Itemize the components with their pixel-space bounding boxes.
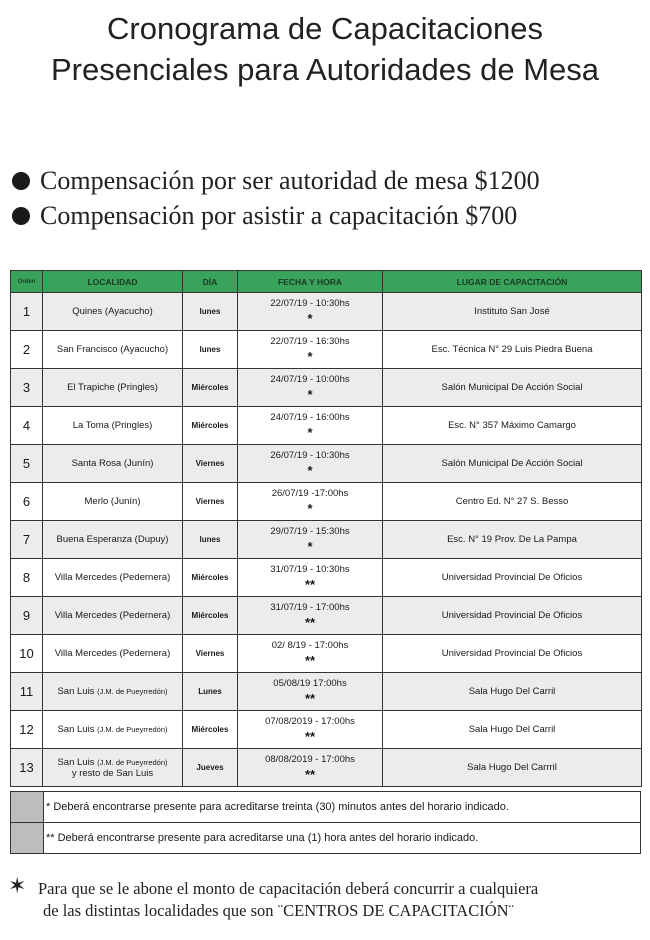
orden-cell: 1 xyxy=(11,293,43,331)
table-row xyxy=(11,749,642,787)
orden-cell: 9 xyxy=(11,597,43,635)
lugar-cell: Esc. Técnica N° 29 Luis Piedra Buena xyxy=(383,331,642,369)
asterisk-mark: ** xyxy=(304,729,316,744)
table-row xyxy=(11,559,642,597)
dia-cell: Miércoles xyxy=(183,597,238,635)
asterisk-mark: * xyxy=(307,311,313,326)
lugar-cell: Salón Municipal De Acción Social xyxy=(383,445,642,483)
localidad-cell xyxy=(43,559,183,597)
fecha-cell xyxy=(238,483,383,521)
fecha-cell xyxy=(238,597,383,635)
localidad-cell xyxy=(43,331,183,369)
fecha-hora: 24/07/19 - 16:00hs xyxy=(270,412,350,423)
fecha-hora: 05/08/19 17:00hs xyxy=(273,678,347,689)
fecha-cell xyxy=(238,635,383,673)
fecha-cell xyxy=(238,711,383,749)
dia-cell: Lunes xyxy=(183,673,238,711)
localidad-name: La Toma (Pringles) xyxy=(72,420,153,431)
table-row xyxy=(11,483,642,521)
asterisk-mark: * xyxy=(307,425,313,440)
fecha-hora: 02/ 8/19 - 17:00hs xyxy=(271,640,349,651)
compensation-text: Compensación por asistir a capacitación $700 xyxy=(40,201,518,230)
header-orden: Orden xyxy=(11,271,43,293)
fecha-hora: 24/07/19 - 10:00hs xyxy=(270,374,350,385)
note-row xyxy=(11,823,641,854)
table-row xyxy=(11,635,642,673)
dia-cell: Jueves xyxy=(183,749,238,787)
dia-cell: lunes xyxy=(183,331,238,369)
localidad-cell xyxy=(43,445,183,483)
localidad-detail: (J.M. de Pueyrredón) xyxy=(97,687,168,696)
note-row xyxy=(11,792,641,823)
table-row xyxy=(11,597,642,635)
fecha-cell xyxy=(238,445,383,483)
table-row xyxy=(11,331,642,369)
schedule-header-row xyxy=(11,271,642,293)
fecha-cell xyxy=(238,673,383,711)
fecha-hora: 22/07/19 - 10:30hs xyxy=(270,298,350,309)
orden-cell: 7 xyxy=(11,521,43,559)
localidad-extra: y resto de San Luis xyxy=(71,767,154,779)
compensation-item xyxy=(10,198,540,233)
note-marker-cell xyxy=(11,823,44,854)
orden-cell: 6 xyxy=(11,483,43,521)
asterisk-mark: ** xyxy=(304,577,316,592)
orden-cell: 5 xyxy=(11,445,43,483)
localidad-cell xyxy=(43,483,183,521)
localidad-cell xyxy=(43,635,183,673)
fecha-hora: 31/07/19 - 17:00hs xyxy=(270,602,350,613)
lugar-cell: Universidad Provincial De Oficios xyxy=(383,559,642,597)
asterisk-mark: ** xyxy=(304,691,316,706)
table-row xyxy=(11,711,642,749)
fecha-hora: 22/07/19 - 16:30hs xyxy=(270,336,350,347)
localidad-detail: (J.M. de Pueyrredón) xyxy=(97,725,168,734)
title-line-1: Cronograma de Capacitaciones xyxy=(107,11,543,46)
note-text: * Deberá encontrarse presente para acreditarse treinta (30) minutos antes del horario indicado. xyxy=(44,792,641,823)
lugar-cell: Sala Hugo Del Carril xyxy=(383,673,642,711)
dia-cell: Miércoles xyxy=(183,559,238,597)
localidad-name: Merlo (Junín) xyxy=(84,496,141,507)
compensation-text: Compensación por ser autoridad de mesa $1200 xyxy=(40,166,540,195)
orden-cell: 12 xyxy=(11,711,43,749)
lugar-cell: Universidad Provincial De Oficios xyxy=(383,635,642,673)
localidad-name: Buena Esperanza (Dupuy) xyxy=(56,534,169,545)
localidad-name: Villa Mercedes (Pedernera) xyxy=(54,572,171,583)
table-row xyxy=(11,407,642,445)
fecha-cell xyxy=(238,331,383,369)
orden-cell: 13 xyxy=(11,749,43,787)
orden-cell: 3 xyxy=(11,369,43,407)
fecha-cell xyxy=(238,369,383,407)
notes-table xyxy=(10,791,641,854)
localidad-name: Quines (Ayacucho) xyxy=(72,306,153,317)
localidad-cell xyxy=(43,673,183,711)
bullet-dot-icon xyxy=(12,172,30,190)
page-title xyxy=(0,8,650,90)
table-row xyxy=(11,521,642,559)
asterisk-mark: ** xyxy=(304,615,316,630)
lugar-cell: Sala Hugo Del Carril xyxy=(383,711,642,749)
footer-line-1: Para que se le abone el monto de capacitación deberá concurrir a cualquiera xyxy=(38,879,539,898)
localidad-cell xyxy=(43,293,183,331)
compensation-list xyxy=(10,163,540,233)
lugar-cell: Instituto San José xyxy=(383,293,642,331)
bullet-dot-icon xyxy=(12,207,30,225)
orden-cell: 4 xyxy=(11,407,43,445)
localidad-cell xyxy=(43,597,183,635)
localidad-name: Santa Rosa (Junín) xyxy=(71,458,154,469)
footer-line-2: de las distintas localidades que son ¨CENTROS DE CAPACITACIÓN¨ xyxy=(43,901,515,920)
localidad-cell xyxy=(43,369,183,407)
localidad-line xyxy=(45,768,180,779)
dia-cell: Viernes xyxy=(183,483,238,521)
asterisk-mark: * xyxy=(307,349,313,364)
asterisk-mark: ** xyxy=(304,767,316,782)
fecha-cell xyxy=(238,407,383,445)
table-row xyxy=(11,369,642,407)
dia-cell: Viernes xyxy=(183,635,238,673)
footer-note xyxy=(8,874,539,922)
localidad-cell xyxy=(43,749,183,787)
localidad-name: San Francisco (Ayacucho) xyxy=(56,344,169,355)
fecha-hora: 26/07/19 - 10:30hs xyxy=(270,450,350,461)
schedule-table xyxy=(10,270,642,787)
header-dia: DÍA xyxy=(183,271,238,293)
dia-cell: Viernes xyxy=(183,445,238,483)
table-row xyxy=(11,445,642,483)
localidad-name: Villa Mercedes (Pedernera) xyxy=(54,610,171,621)
localidad-detail: (J.M. de Pueyrredón) xyxy=(97,757,168,767)
lugar-cell: Salón Municipal De Acción Social xyxy=(383,369,642,407)
header-fecha: FECHA Y HORA xyxy=(238,271,383,293)
orden-cell: 11 xyxy=(11,673,43,711)
localidad-name: San Luis xyxy=(57,686,95,697)
note-text: ** Deberá encontrarse presente para acreditarse una (1) hora antes del horario indicado. xyxy=(44,823,641,854)
compensation-item xyxy=(10,163,540,198)
title-line-2: Presenciales para Autoridades de Mesa xyxy=(51,52,599,87)
orden-cell: 10 xyxy=(11,635,43,673)
asterisk-mark: * xyxy=(307,501,313,516)
asterisk-mark: ** xyxy=(304,653,316,668)
asterisk-mark: * xyxy=(307,463,313,478)
fecha-cell xyxy=(238,293,383,331)
orden-cell: 2 xyxy=(11,331,43,369)
table-row xyxy=(11,293,642,331)
header-localidad: LOCALIDAD xyxy=(43,271,183,293)
localidad-cell xyxy=(43,711,183,749)
fecha-hora: 07/08/2019 - 17:00hs xyxy=(265,716,355,727)
fecha-cell xyxy=(238,749,383,787)
localidad-name: San Luis xyxy=(57,724,95,735)
lugar-cell: Centro Ed. N° 27 S. Besso xyxy=(383,483,642,521)
fecha-cell xyxy=(238,559,383,597)
dia-cell: Miércoles xyxy=(183,369,238,407)
localidad-name: San Luis xyxy=(57,756,95,768)
asterisk-mark: * xyxy=(307,387,313,402)
note-marker-cell xyxy=(11,792,44,823)
asterisk-icon: ✶ xyxy=(8,874,27,899)
localidad-name: El Trapiche (Pringles) xyxy=(67,382,158,393)
orden-cell: 8 xyxy=(11,559,43,597)
asterisk-mark: * xyxy=(307,539,313,554)
lugar-cell: Esc. N° 19 Prov. De La Pampa xyxy=(383,521,642,559)
header-lugar: LUGAR DE CAPACITACIÓN xyxy=(383,271,642,293)
schedule-body xyxy=(11,293,642,787)
dia-cell: Miércoles xyxy=(183,711,238,749)
lugar-cell: Universidad Provincial De Oficios xyxy=(383,597,642,635)
fecha-hora: 29/07/19 - 15:30hs xyxy=(270,526,350,537)
localidad-name: Villa Mercedes (Pedernera) xyxy=(54,648,171,659)
dia-cell: Miércoles xyxy=(183,407,238,445)
localidad-line xyxy=(45,757,180,768)
fecha-hora: 31/07/19 - 10:30hs xyxy=(270,564,350,575)
localidad-cell xyxy=(43,407,183,445)
fecha-cell xyxy=(238,521,383,559)
fecha-hora: 26/07/19 -17:00hs xyxy=(271,488,349,499)
lugar-cell: Sala Hugo Del Carrril xyxy=(383,749,642,787)
dia-cell: lunes xyxy=(183,293,238,331)
dia-cell: lunes xyxy=(183,521,238,559)
lugar-cell: Esc. N° 357 Máximo Camargo xyxy=(383,407,642,445)
fecha-hora: 08/08/2019 - 17:00hs xyxy=(265,754,355,765)
localidad-cell xyxy=(43,521,183,559)
table-row xyxy=(11,673,642,711)
